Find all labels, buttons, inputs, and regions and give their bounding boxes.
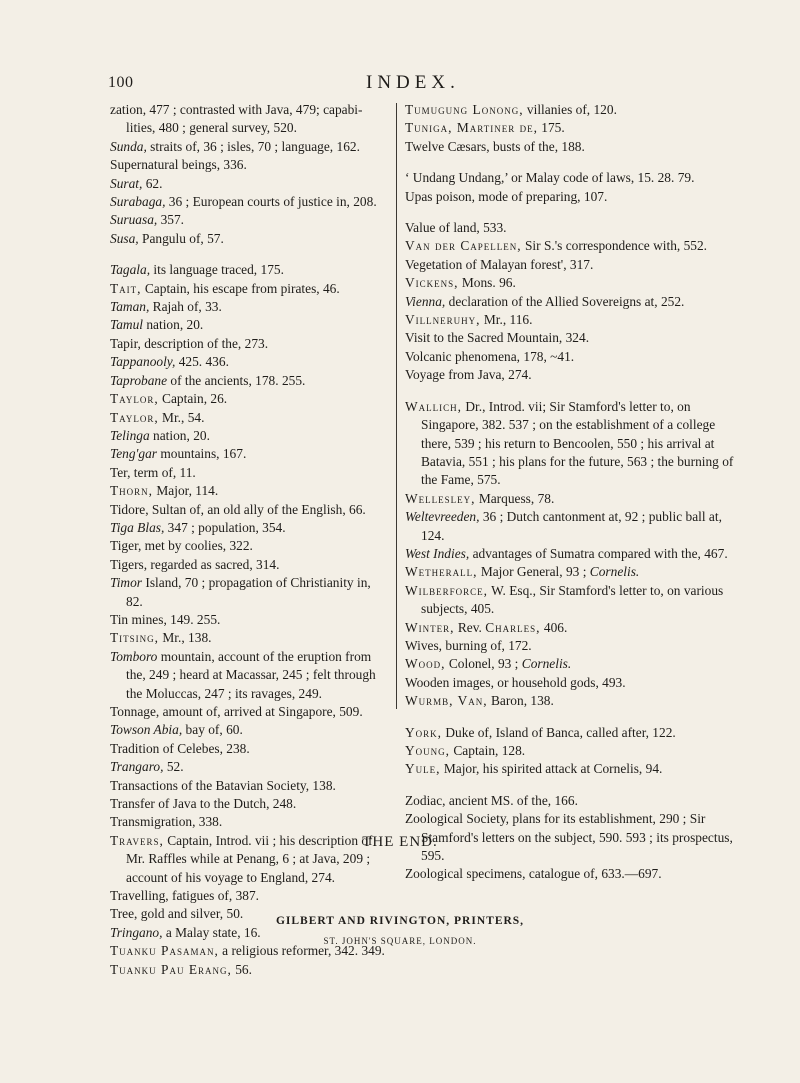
index-entry bbox=[110, 519, 388, 537]
entry-heading-name: Yule, bbox=[405, 761, 441, 777]
entry-text: Rajah of, 33. bbox=[149, 299, 222, 315]
index-entry bbox=[110, 261, 388, 279]
entry-text: Visit to the Sacred Mountain, 324. bbox=[405, 330, 590, 346]
entry-text: Duke of, Island of Banca, called after, 122. bbox=[442, 724, 676, 740]
entry-text: advantages of Sumatra compared with the, 467. bbox=[469, 545, 728, 561]
entry-text: Island, 70 ; propagation of Christianity in, 82. bbox=[126, 575, 371, 609]
entry-text: Rev. bbox=[454, 619, 486, 635]
entry-heading-name: Wurmb, Van, bbox=[405, 693, 488, 709]
entry-heading-name: York, bbox=[405, 724, 443, 740]
entry-text: Ter, term of, 11. bbox=[110, 464, 196, 480]
index-entry bbox=[110, 193, 388, 211]
entry-heading-italic: Tappanooly, bbox=[110, 354, 176, 370]
entry-text: Captain, 128. bbox=[450, 743, 526, 758]
index-entry bbox=[405, 724, 736, 742]
entry-text: villanies of, 120. bbox=[523, 102, 617, 117]
entry-heading-italic: Cornelis. bbox=[521, 656, 572, 672]
entry-text: Tin mines, 149. 255. bbox=[110, 611, 221, 627]
section-gap bbox=[405, 156, 736, 169]
entry-heading-italic: Tagala, bbox=[110, 262, 151, 278]
entry-text: Captain, his escape from pirates, 46. bbox=[141, 280, 340, 296]
section-gap bbox=[405, 385, 736, 398]
index-entry bbox=[110, 629, 388, 647]
index-entry bbox=[110, 574, 388, 611]
entry-text: a religious reformer, 342. 349. bbox=[218, 943, 385, 959]
index-entry bbox=[110, 740, 388, 758]
index-entry bbox=[110, 961, 388, 979]
index-entry bbox=[405, 692, 736, 710]
entry-text: a Malay state, 16. bbox=[162, 924, 261, 940]
entry-heading-italic: Towson Abia, bbox=[110, 722, 183, 738]
entry-text: 56. bbox=[231, 961, 252, 977]
entry-text: straits of, 36 ; isles, 70 ; language, 162. bbox=[146, 138, 360, 154]
entry-text: Wooden images, or household gods, 493. bbox=[405, 674, 626, 690]
index-entry bbox=[405, 655, 736, 673]
index-entry bbox=[110, 372, 388, 390]
entry-text: Colonel, 93 ; bbox=[445, 656, 522, 672]
entry-text: Tapir, description of the, 273. bbox=[110, 335, 269, 351]
entry-text: Mons. 96. bbox=[458, 275, 516, 291]
index-entry bbox=[405, 169, 736, 187]
entry-text: Tree, gold and silver, 50. bbox=[110, 906, 244, 922]
index-entry bbox=[110, 298, 388, 316]
index-entry bbox=[110, 101, 388, 138]
entry-text: Twelve Cæsars, busts of the, 188. bbox=[405, 138, 585, 154]
entry-heading-italic: Teng'gar bbox=[110, 446, 158, 462]
index-entry bbox=[110, 482, 388, 500]
entry-text: 62. bbox=[142, 175, 163, 191]
entry-heading-italic: Tringano, bbox=[110, 924, 163, 940]
entry-text: Transactions of the Batavian Society, 138. bbox=[110, 777, 336, 793]
index-entry bbox=[405, 348, 736, 366]
entry-text: Captain, Introd. vii ; his description of Mr. Raffles while at Penang, 6 ; at Java, 209 ; account of his voyage to England, 274. bbox=[126, 832, 373, 885]
entry-heading-italic: Vienna, bbox=[405, 293, 446, 309]
entry-text: Tiger, met by coolies, 322. bbox=[110, 538, 253, 554]
index-entry bbox=[110, 230, 388, 248]
entry-heading-name: Wilberforce, bbox=[405, 582, 488, 598]
entry-text: Zoological specimens, catalogue of, 633.—697. bbox=[405, 866, 662, 882]
entry-text: of the ancients, 178. 255. bbox=[167, 372, 306, 388]
index-entry bbox=[405, 582, 736, 619]
index-entry bbox=[110, 138, 388, 156]
entry-text: Sir S.'s correspondence with, 552. bbox=[521, 238, 708, 254]
entry-text: 36 ; Dutch cantonment at, 92 ; public ball at, 124. bbox=[421, 509, 722, 543]
section-gap bbox=[405, 711, 736, 724]
index-entry bbox=[405, 366, 736, 384]
entry-heading-name: Tuniga, Martiner de, bbox=[405, 120, 538, 136]
entry-text: Mr., 116. bbox=[480, 312, 533, 328]
entry-heading-italic: Surabaga, bbox=[110, 194, 166, 210]
entry-text: Dr., Introd. vii; Sir Stamford's letter to, on Singapore, 382. 537 ; on the establishment of a college there, 539 ; his return to Bencoolen, 550 ; his arrival at Batavia, 551 ; his plans for the future, 563 ; the burning of the Fame, 575. bbox=[421, 398, 734, 488]
index-entry bbox=[110, 335, 388, 353]
index-entry bbox=[110, 409, 388, 427]
index-entry bbox=[110, 464, 388, 482]
index-entry bbox=[110, 316, 388, 334]
entry-text: W. Esq., Sir Stamford's letter to, on various subjects, 405. bbox=[421, 582, 724, 617]
index-entry bbox=[405, 293, 736, 311]
entry-heading-name: Charles, bbox=[485, 619, 541, 635]
entry-heading-italic: Susa, bbox=[110, 230, 139, 246]
entry-heading-italic: Weltevreeden, bbox=[405, 509, 480, 525]
entry-text: Baron, 138. bbox=[487, 693, 554, 709]
index-entry bbox=[110, 887, 388, 905]
section-gap bbox=[110, 248, 388, 261]
entry-heading-name: Young, bbox=[405, 743, 451, 758]
entry-text: declaration of the Allied Sovereigns at, 252. bbox=[445, 293, 685, 309]
index-entry bbox=[110, 795, 388, 813]
running-title: INDEX. bbox=[366, 72, 460, 93]
page-header bbox=[108, 74, 738, 98]
entry-text: Major General, 93 ; bbox=[477, 564, 590, 580]
index-entry bbox=[110, 390, 388, 408]
entry-text: Major, 114. bbox=[153, 483, 219, 499]
entry-text: Transfer of Java to the Dutch, 248. bbox=[110, 796, 297, 812]
entry-text: nation, 20. bbox=[149, 427, 210, 443]
entry-heading-italic: Tiga Blas, bbox=[110, 519, 165, 535]
index-entry bbox=[110, 721, 388, 739]
index-entry bbox=[110, 648, 388, 703]
entry-text: mountain, account of the eruption from the, 249 ; heard at Macassar, 245 ; felt through the Moluccas, 247 ; its ravages, 249. bbox=[126, 648, 376, 701]
entry-heading-name: Titsing, bbox=[110, 630, 160, 646]
entry-text: Major, his spirited attack at Cornelis, 94. bbox=[440, 761, 663, 777]
entry-text: Travelling, fatigues of, 387. bbox=[110, 888, 260, 904]
index-entry bbox=[405, 311, 736, 329]
entry-text: Tonnage, amount of, arrived at Singapore, 509. bbox=[110, 704, 363, 719]
entry-heading-name: Tait, bbox=[110, 280, 142, 296]
entry-heading-name: Travers, bbox=[110, 832, 164, 848]
entry-text: nation, 20. bbox=[143, 317, 204, 333]
index-entry bbox=[405, 274, 736, 292]
entry-text: Zodiac, ancient MS. of the, 166. bbox=[405, 792, 578, 808]
index-entry bbox=[405, 563, 736, 581]
index-entry bbox=[110, 611, 388, 629]
entry-heading-name: Vickens, bbox=[405, 275, 459, 291]
index-entry bbox=[405, 619, 736, 637]
index-entry bbox=[405, 490, 736, 508]
index-entry bbox=[110, 175, 388, 193]
entry-text: Tigers, regarded as sacred, 314. bbox=[110, 556, 280, 572]
entry-text: Marquess, 78. bbox=[475, 490, 555, 506]
entry-heading-name: Wetherall, bbox=[405, 564, 478, 580]
index-entry bbox=[405, 237, 736, 255]
index-entry bbox=[110, 280, 388, 298]
entry-heading-italic: Tomboro bbox=[110, 648, 158, 664]
entry-text: Transmigration, 338. bbox=[110, 814, 223, 830]
entry-heading-italic: Timor bbox=[110, 575, 143, 591]
entry-heading-italic: Telinga bbox=[110, 427, 150, 443]
entry-text: mountains, 167. bbox=[157, 446, 247, 462]
index-entry bbox=[405, 742, 736, 760]
entry-heading-name: Taylor, bbox=[110, 391, 159, 407]
index-entry bbox=[405, 674, 736, 692]
entry-text: Volcanic phenomena, 178, ~41. bbox=[405, 348, 575, 364]
entry-heading-name: Van der Capellen, bbox=[405, 238, 522, 254]
entry-heading-name: Tumugung Lonong, bbox=[405, 102, 524, 117]
index-entry bbox=[110, 501, 388, 519]
entry-text: its language traced, 175. bbox=[150, 262, 284, 278]
entry-text: bay of, 60. bbox=[182, 722, 243, 738]
entry-text: Mr., 54. bbox=[158, 409, 205, 425]
index-entry bbox=[110, 537, 388, 555]
index-entry bbox=[405, 760, 736, 778]
entry-heading-name: Villneruhy, bbox=[405, 312, 481, 328]
index-entry bbox=[405, 865, 736, 883]
entry-text: 406. bbox=[540, 619, 568, 635]
entry-heading-italic: Surat, bbox=[110, 175, 143, 191]
entry-heading-name: Wood, bbox=[405, 656, 446, 672]
entry-heading-italic: Cornelis. bbox=[589, 564, 640, 580]
column-divider bbox=[396, 103, 397, 709]
index-entry bbox=[110, 353, 388, 371]
entry-heading-italic: Taprobane bbox=[110, 372, 168, 388]
entry-text: 175. bbox=[537, 120, 565, 136]
entry-text: Tradition of Celebes, 238. bbox=[110, 740, 250, 756]
entry-heading-name: Wallich, bbox=[405, 398, 462, 414]
index-entry bbox=[405, 256, 736, 274]
index-entry bbox=[110, 703, 388, 721]
entry-heading-name: Wellesley, bbox=[405, 490, 476, 506]
entry-text: Mr., 138. bbox=[159, 630, 212, 646]
index-entry bbox=[405, 545, 736, 563]
entry-heading-italic: Tamul bbox=[110, 317, 143, 333]
entry-text: Supernatural beings, 336. bbox=[110, 157, 247, 173]
entry-heading-name: Thorn, bbox=[110, 483, 154, 499]
entry-text: Zoological Society, plans for its establishment, 290 ; Sir Stamford's letters on the subject, 590. 593 ; its prospectus, 595. bbox=[405, 811, 733, 864]
entry-heading-italic: Sunda, bbox=[110, 138, 147, 154]
entry-heading-italic: West Indies, bbox=[405, 545, 470, 561]
entry-heading-name: Tuanku Pau Erang, bbox=[110, 961, 232, 977]
index-entry bbox=[110, 556, 388, 574]
entry-text: ‘ Undang Undang,’ or Malay code of laws, 15. 28. 79. bbox=[405, 170, 695, 186]
index-entry bbox=[110, 758, 388, 776]
section-gap bbox=[405, 779, 736, 792]
index-entry bbox=[405, 637, 736, 655]
index-entry bbox=[405, 792, 736, 810]
entry-text: 347 ; population, 354. bbox=[164, 519, 286, 535]
index-entry bbox=[405, 508, 736, 545]
entry-text: 425. 436. bbox=[175, 354, 229, 370]
entry-text: Wives, burning of, 172. bbox=[405, 637, 532, 653]
index-entry bbox=[110, 211, 388, 229]
index-entry bbox=[405, 138, 736, 156]
entry-text: Upas poison, mode of preparing, 107. bbox=[405, 188, 608, 204]
entry-text: Tidore, Sultan of, an old ally of the English, 66. bbox=[110, 501, 366, 517]
entry-heading-name: Taylor, bbox=[110, 409, 159, 425]
entry-text: Pangulu of, 57. bbox=[138, 230, 224, 246]
index-entry bbox=[110, 777, 388, 795]
entry-text: Vegetation of Malayan forest', 317. bbox=[405, 256, 594, 272]
end-mark: THE END. bbox=[362, 834, 438, 850]
index-entry bbox=[405, 398, 736, 490]
entry-text: Captain, 26. bbox=[158, 391, 228, 407]
entry-heading-name: Winter, bbox=[405, 619, 455, 635]
entry-text: Voyage from Java, 274. bbox=[405, 367, 532, 383]
section-gap bbox=[405, 206, 736, 219]
index-entry bbox=[110, 427, 388, 445]
entry-text: Value of land, 533. bbox=[405, 220, 507, 236]
entry-heading-name: Tuanku Pasaman, bbox=[110, 943, 219, 959]
entry-text: zation, 477 ; contrasted with Java, 479; capabi-lities, 480 ; general survey, 520. bbox=[110, 102, 363, 136]
entry-text: 52. bbox=[163, 759, 184, 775]
entry-text: 36 ; European courts of justice in, 208. bbox=[165, 194, 377, 210]
index-entry bbox=[405, 101, 736, 119]
printer-imprint: GILBERT AND RIVINGTON, PRINTERS, bbox=[275, 915, 525, 927]
index-column-right bbox=[405, 101, 736, 884]
index-entry bbox=[110, 156, 388, 174]
index-entry bbox=[405, 329, 736, 347]
entry-heading-italic: Trangaro, bbox=[110, 759, 164, 775]
index-entry bbox=[405, 188, 736, 206]
entry-heading-italic: Taman, bbox=[110, 299, 150, 315]
index-entry bbox=[405, 219, 736, 237]
page-number: 100 bbox=[108, 74, 134, 91]
index-entry bbox=[110, 445, 388, 463]
index-entry bbox=[405, 119, 736, 137]
index-entry bbox=[110, 813, 388, 831]
printer-address: ST. JOHN'S SQUARE, LONDON. bbox=[323, 936, 477, 946]
entry-text: 357. bbox=[157, 212, 185, 228]
entry-heading-italic: Suruasa, bbox=[110, 212, 158, 228]
